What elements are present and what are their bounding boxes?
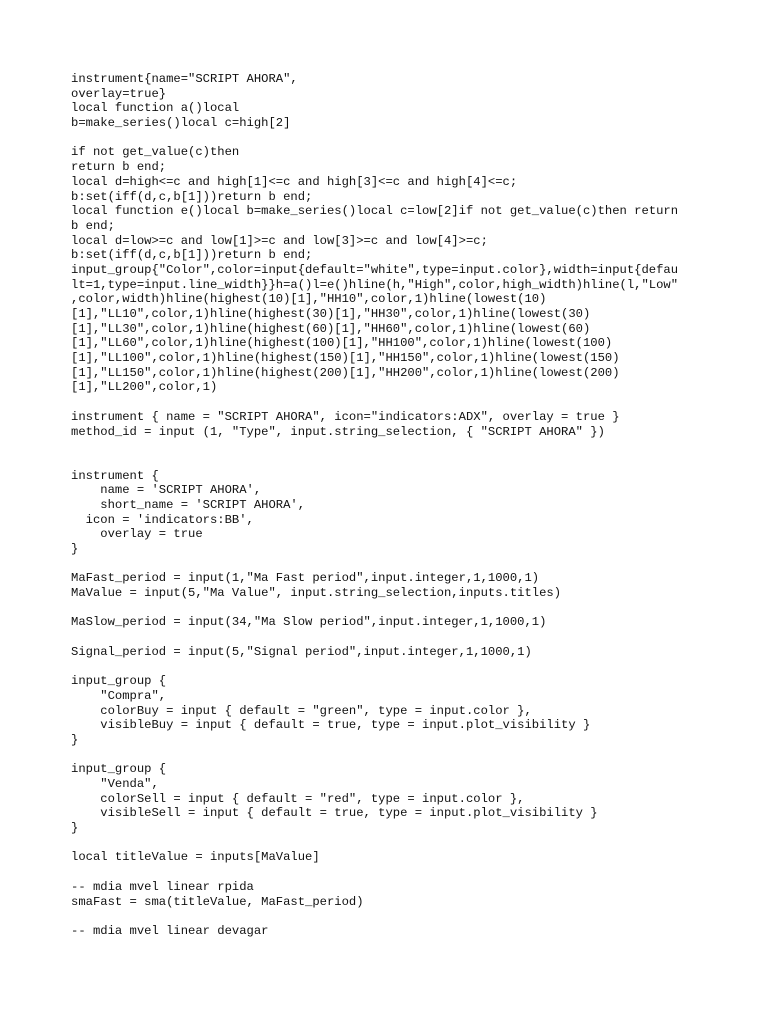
code-line [71,131,711,146]
code-line: colorSell = input { default = "red", type = input.color }, [71,791,525,806]
code-line [71,836,711,851]
code-line [71,395,711,410]
code-line: MaSlow_period = input(34,"Ma Slow period",input.integer,1,1000,1) [71,615,547,630]
code-line: local d=high<=c and high[1]<=c and high[3]<=c and high[4]<=c; [71,174,518,189]
code-line: local d=low>=c and low[1]>=c and low[3]>=c and low[4]>=c; [71,233,488,248]
code-line: ,color,width)hline(highest(10)[1],"HH10",color,1)hline(lowest(10) [71,292,547,307]
code-line: method_id = input (1, "Type", input.string_selection, { "SCRIPT AHORA" }) [71,424,605,439]
code-line: [1],"LL30",color,1)hline(highest(60)[1],"HH60",color,1)hline(lowest(60) [71,321,591,336]
code-line: [1],"LL60",color,1)hline(highest(100)[1],"HH100",color,1)hline(lowest(100) [71,336,613,351]
code-line: short_name = 'SCRIPT AHORA', [71,497,306,512]
code-line: visibleSell = input { default = true, type = input.plot_visibility } [71,806,598,821]
code-line: b end; [71,218,115,233]
code-line: } [71,821,79,836]
code-line [71,630,711,645]
code-line: input_group { [71,674,167,689]
code-line: b:set(iff(d,c,b[1]))return b end; [71,248,313,263]
code-line [71,454,711,469]
code-line [71,748,711,763]
code-line: instrument { [71,468,159,483]
code-line: [1],"LL150",color,1)hline(highest(200)[1],"HH200",color,1)hline(lowest(200) [71,365,620,380]
code-line: Signal_period = input(5,"Signal period",input.integer,1,1000,1) [71,644,532,659]
code-line: local function e()local b=make_series()local c=low[2]if not get_value(c)then return [71,204,679,219]
code-listing [71,72,711,939]
code-line: [1],"LL200",color,1) [71,380,218,395]
code-line: lt=1,type=input.line_width}}h=a()l=e()hline(h,"High",color,high_width)hline(l,"Low" [71,277,679,292]
code-line: MaFast_period = input(1,"Ma Fast period",input.integer,1,1000,1) [71,571,540,586]
code-line: -- mdia mvel linear rpida [71,879,254,894]
code-line: b=make_series()local c=high[2] [71,116,291,131]
code-line: return b end; [71,160,167,175]
code-line: local titleValue = inputs[MaValue] [71,850,320,865]
code-line: } [71,542,79,556]
code-line [71,557,711,572]
code-line: input_group{"Color",color=input{default="white",type=input.color},width=input{defau [71,262,679,277]
code-line: MaValue = input(5,"Ma Value", input.string_selection,inputs.titles) [71,586,562,601]
code-line [71,439,711,454]
code-line: -- mdia mvel linear devagar [71,923,269,938]
code-line [71,660,711,675]
code-line: [1],"LL10",color,1)hline(highest(30)[1],"HH30",color,1)hline(lowest(30) [71,307,591,321]
code-line: colorBuy = input { default = "green", type = input.color }, [71,703,532,718]
code-line: } [71,732,79,747]
code-line: [1],"LL100",color,1)hline(highest(150)[1],"HH150",color,1)hline(lowest(150) [71,351,620,366]
code-line: instrument { name = "SCRIPT AHORA", icon="indicators:ADX", overlay = true } [71,409,620,424]
code-line: overlay=true} [71,86,167,101]
code-line [71,909,711,924]
code-line: "Compra", [71,688,167,703]
code-line: local function a()local [71,101,240,116]
code-line: overlay = true [71,527,203,542]
code-line: icon = 'indicators:BB', [71,512,254,527]
code-line: b:set(iff(d,c,b[1]))return b end; [71,189,313,204]
code-line: if not get_value(c)then [71,145,240,160]
code-line: "Venda", [71,777,159,791]
code-line: instrument{name="SCRIPT AHORA", [71,72,298,86]
code-line: visibleBuy = input { default = true, type = input.plot_visibility } [71,718,591,733]
code-line [71,865,711,880]
code-line: smaFast = sma(titleValue, MaFast_period) [71,894,364,909]
code-line [71,601,711,616]
code-line: input_group { [71,762,167,777]
code-line: name = 'SCRIPT AHORA', [71,483,262,498]
